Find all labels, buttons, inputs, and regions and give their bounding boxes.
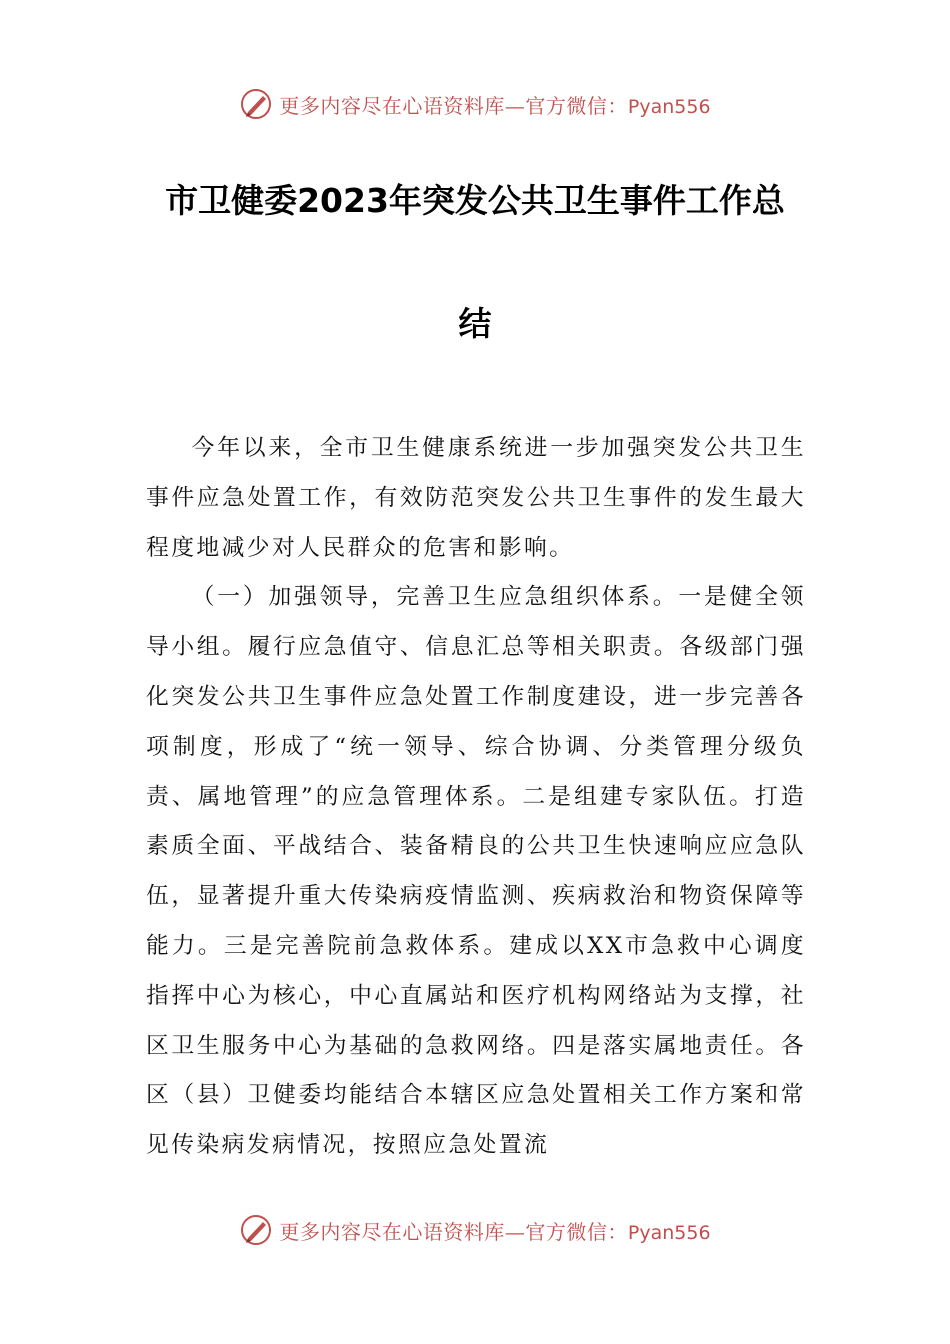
watermark-wechat-id: Pyan556 [627,95,711,118]
document-body [146,424,806,1171]
watermark-label: 更多内容尽在心语资料库—官方微信：Pyan556 [279,1219,711,1244]
watermark-footer [0,1210,950,1250]
pen-circle-logo-icon [239,1213,273,1247]
paragraph-section-1: （一）加强领导，完善卫生应急组织体系。一是健全领导小组。履行应急值守、信息汇总等相关职责。各级部门强化突发公共卫生事件应急处置工作制度建设，进一步完善各项制度，形成了“统一领导、综合协调、分类管理分级负责、属地管理”的应急管理体系。二是组建专家队伍。打造素质全面、平战结合、装备精良的公共卫生快速响应应急队伍，显著提升重大传染病疫情监测、疾病救治和物资保障等能力。三是完善院前急救体系。建成以XX市急救中心调度指挥中心为核心，中心直属站和医疗机构网络站为支撑，社区卫生服务中心为基础的急救网络。四是落实属地责任。各区（县）卫健委均能结合本辖区应急处置相关工作方案和常见传染病发病情况，按照应急处置流 [146,584,806,1159]
watermark-label: 更多内容尽在心语资料库—官方微信：Pyan556 [279,93,711,118]
pen-circle-logo-icon [239,87,273,121]
paragraph-intro: 今年以来，全市卫生健康系统进一步加强突发公共卫生事件应急处置工作，有效防范突发公共卫生事件的发生最大程度地减少对人民群众的危害和影响。 [146,435,806,561]
watermark-header [0,84,950,124]
document-title-line-1: 市卫健委2023年突发公共卫生事件工作总 [165,181,785,220]
watermark-wechat-id: Pyan556 [627,1221,711,1244]
document-title-line-2: 结 [458,304,492,343]
